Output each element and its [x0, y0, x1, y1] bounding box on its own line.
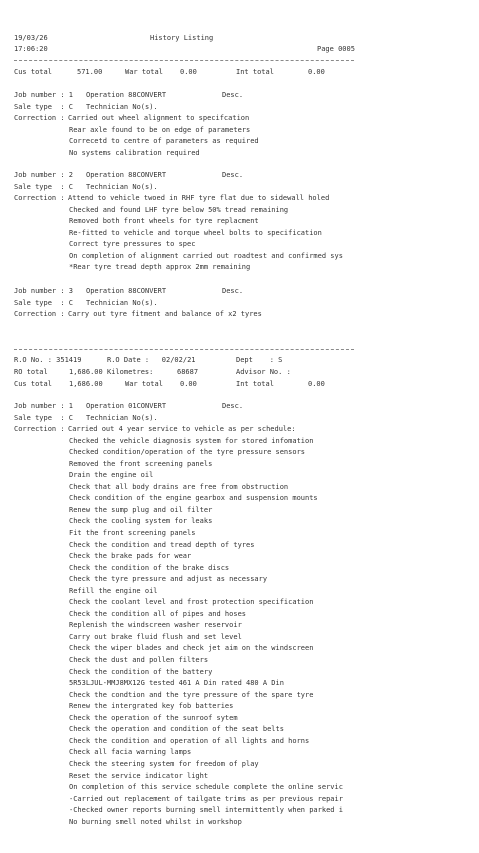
int-total-value: 0.00: [308, 68, 325, 76]
correction-line: Check the coolant level and frost protection specification: [69, 598, 314, 607]
correction-line: No systems calibration required: [69, 148, 200, 157]
correction-line: Check the condition of the brake discs: [69, 563, 230, 572]
correction-line: Check the wiper blades and check jet aim on the windscreen: [69, 644, 314, 653]
correction-line: Reset the service indicator light: [69, 771, 209, 780]
sale-type: Sale type : C: [14, 413, 74, 422]
correction-label: Correction :: [14, 425, 65, 434]
correction-line: Check the condition and tread depth of tyres: [69, 540, 255, 549]
correction-label: Correction :: [14, 194, 65, 203]
correction-line: Renew the intergrated key fob batteries: [69, 702, 234, 711]
correction-line: Check the steering system for freedom of play: [69, 759, 259, 768]
job-block: [14, 91, 354, 160]
correction-line: Removed the front screening panels: [69, 459, 213, 468]
correction-line: Check the condition and operation of all lights and horns: [69, 736, 310, 745]
int-total-value: 0.00: [308, 380, 325, 388]
correction-line: Correct tyre pressures to spec: [69, 240, 196, 249]
correction-line: Renew the sump plug and oil filter: [69, 505, 213, 514]
correction-line: Check the condtion and the tyre pressure of the spare tyre: [69, 690, 314, 699]
separator-line: [14, 60, 354, 61]
correction-line: Check the dust and pollen filters: [69, 656, 209, 665]
correction-line: Checked and found LHF tyre below 50% tread remaining: [69, 205, 289, 214]
technician-label: Technician No(s).: [86, 102, 158, 111]
report-date: 19/03/26: [14, 34, 48, 42]
operation-code: Operation 88CONVERT: [86, 91, 167, 99]
operation-code: Operation 01CONVERT: [86, 402, 167, 410]
sale-type: Sale type : C: [14, 182, 74, 191]
correction-line: Correcetd to centre of parameters as required: [69, 137, 259, 146]
war-total-label: War total: [125, 380, 163, 388]
job-block: [14, 287, 354, 322]
correction-line: Re-fitted to vehicle and torque wheel bolts to specification: [69, 228, 322, 237]
correction-line: Removed both front wheels for tyre replacment: [69, 217, 259, 226]
correction-line: Drain the engine oil: [69, 471, 154, 480]
correction-line: Check that all body drains are free from obstruction: [69, 482, 289, 491]
correction-line: Check the condition of the battery: [69, 667, 213, 676]
int-total-label: Int total: [236, 68, 274, 76]
correction-line: Attend to vehicle twoed in RHF tyre flat due to sidewall holed: [68, 194, 330, 203]
desc-label: Desc.: [222, 91, 244, 99]
page-number: Page 0005: [317, 45, 355, 53]
int-total-label: Int total: [236, 380, 274, 388]
correction-line: Fit the front screening panels: [69, 529, 196, 538]
correction-label: Correction :: [14, 114, 65, 123]
correction-line: Carry out tyre fitment and balance of x2 tyres: [68, 310, 262, 319]
ro-date: R.O Date : 02/02/21: [107, 356, 196, 364]
job-block: [14, 402, 354, 829]
cus-total-value: 571.00: [77, 68, 103, 76]
correction-line: Check the brake pads for wear: [69, 552, 192, 561]
kilometres-label: Kilometres:: [107, 368, 154, 376]
job-number: Job number : 1: [14, 91, 74, 99]
correction-label: Correction :: [14, 310, 65, 319]
operation-code: Operation 88CONVERT: [86, 287, 167, 295]
correction-line: Checked the vehicle diagnosis system for stored infomation: [69, 436, 314, 445]
correction-line: -Checked owner reports burning smell intermittently when parked i: [69, 806, 343, 815]
sale-type: Sale type : C: [14, 298, 74, 307]
correction-line: No burning smell noted whilst in workshop: [69, 817, 242, 826]
kilometres-value: 68687: [177, 368, 199, 376]
correction-line: Carry out brake fluid flush and set level: [69, 632, 242, 641]
correction-line: On completion of this service schedule complete the online servic: [69, 783, 343, 792]
correction-line: Carried out 4 year service to vehicle as per schedule:: [68, 425, 296, 434]
job-block: [14, 171, 354, 275]
report-title: History Listing: [150, 34, 214, 42]
correction-line: On completion of alignment carried out roadtest and confirmed sys: [69, 251, 343, 260]
correction-line: Checked condition/operation of the tyre pressure sensors: [69, 448, 306, 457]
technician-label: Technician No(s).: [86, 298, 158, 307]
correction-line: Check all facia warning lamps: [69, 748, 192, 757]
technician-label: Technician No(s).: [86, 413, 158, 422]
cus-total-label: Cus total: [14, 380, 52, 388]
cus-total-label: Cus total: [14, 68, 52, 76]
desc-label: Desc.: [222, 402, 244, 410]
correction-line: Carried out wheel alignment to specifcation: [68, 114, 250, 123]
technician-label: Technician No(s).: [86, 182, 158, 191]
operation-code: Operation 88CONVERT: [86, 171, 167, 179]
ro-total-label: RO total: [14, 368, 48, 376]
desc-label: Desc.: [222, 171, 244, 179]
war-total-value: 0.00: [180, 380, 197, 388]
correction-line: Check the condition all of pipes and hoses: [69, 609, 247, 618]
correction-line: Check the cooling system for leaks: [69, 517, 213, 526]
correction-line: Check the operation of the sunroof sytem: [69, 713, 238, 722]
job-number: Job number : 3: [14, 287, 74, 295]
correction-line: Rear axle found to be on edge of parameters: [69, 125, 251, 134]
correction-line: Replenish the windscreen washer reservoir: [69, 621, 242, 630]
separator-line: [14, 349, 354, 350]
ro-number: R.O No. : 351419: [14, 356, 82, 364]
correction-line: *Rear tyre tread depth approx 2mm remaining: [69, 263, 251, 272]
war-total-label: War total: [125, 68, 163, 76]
correction-line: Check the tyre pressure and adjust as necessary: [69, 575, 268, 584]
advisor-label: Advisor No. :: [236, 368, 291, 376]
job-number: Job number : 2: [14, 171, 74, 179]
war-total-value: 0.00: [180, 68, 197, 76]
dept: Dept : S: [236, 356, 283, 364]
correction-line: Check the operation and condition of the seat belts: [69, 725, 284, 734]
correction-line: Check condition of the engine gearbox and suspension mounts: [69, 494, 318, 503]
correction-line: -Carried out replacement of tailgate trims as per previous repair: [69, 794, 343, 803]
job-number: Job number : 1: [14, 402, 74, 410]
report-time: 17:06:20: [14, 45, 48, 53]
correction-line: Refill the engine oil: [69, 586, 158, 595]
sale-type: Sale type : C: [14, 102, 74, 111]
ro-total-value: 1,686.00: [69, 368, 103, 376]
desc-label: Desc.: [222, 287, 244, 295]
correction-line: 5R53LJUL-MMJ8MX12G tested 461 A Din rated 480 A Din: [69, 679, 284, 688]
cus-total-value: 1,686.00: [69, 380, 103, 388]
